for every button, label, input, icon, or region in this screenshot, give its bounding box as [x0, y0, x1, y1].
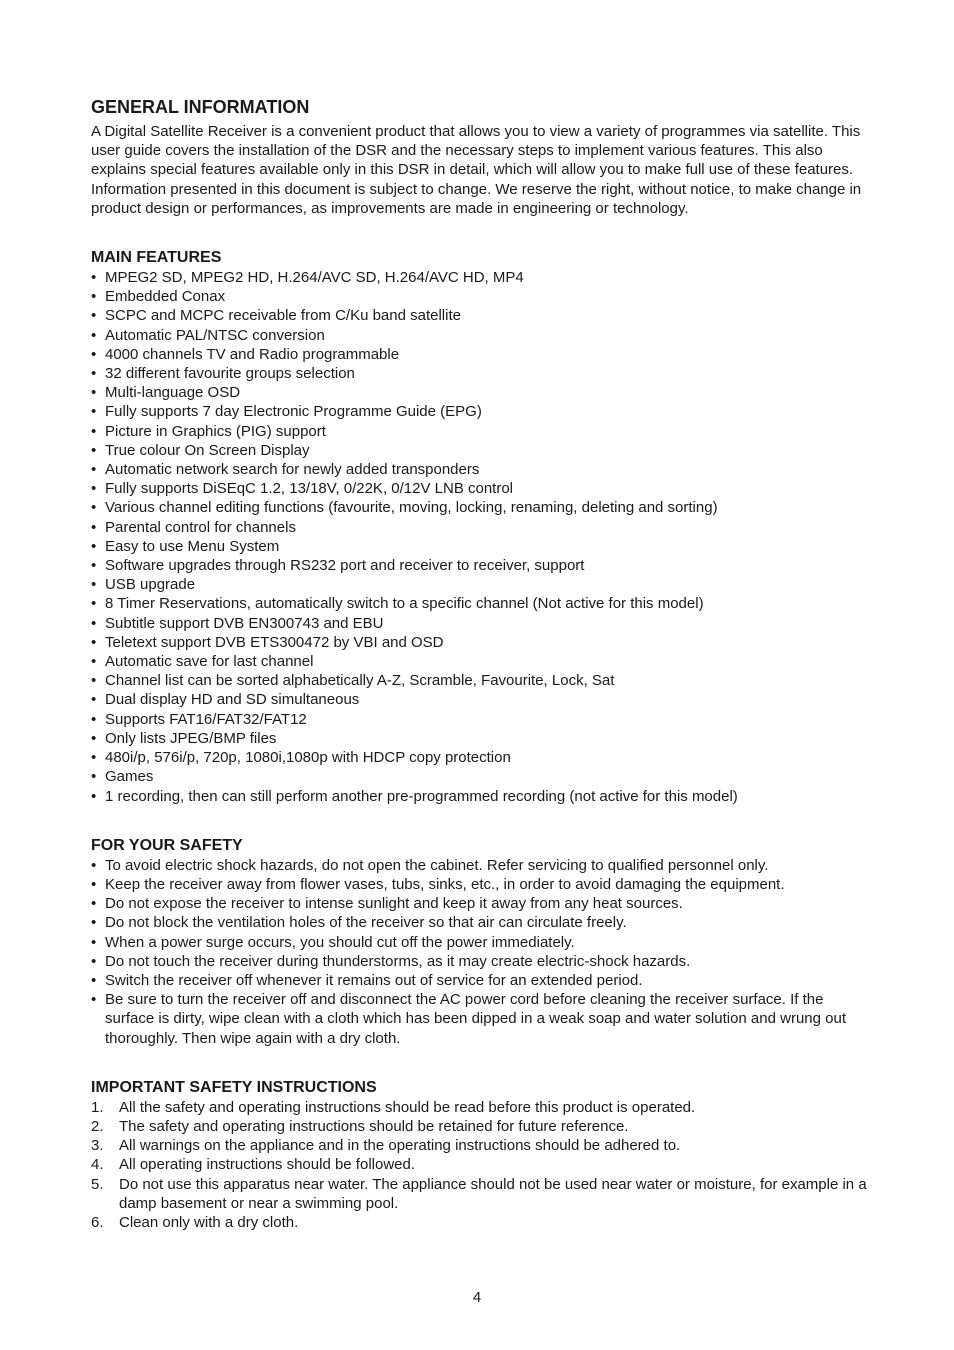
bullet-marker: •: [91, 422, 97, 440]
general-information-section: [91, 96, 871, 218]
safety-item: [91, 875, 871, 894]
feature-item-text: Automatic save for last channel: [105, 653, 314, 671]
safety-item: [91, 990, 871, 1048]
general-information-paragraph: A Digital Satellite Receiver is a convenient product that allows you to view a variety of programmes via satellite. This user guide covers the installation of the DSR and the necessary steps to implement various features. This also explains special features available only in this DSR in detail, which will allow you to make full use of these features. Information presented in this document is subject to change. We reserve the right, without notice, to make change in product design or performances, as improvements are made in engineering or technology.: [91, 123, 862, 217]
safety-item: [91, 971, 871, 990]
instruction-item: [91, 1175, 871, 1213]
bullet-marker: •: [91, 914, 97, 932]
safety-section: [91, 836, 871, 1048]
safety-instructions-section: [91, 1078, 871, 1232]
feature-item-text: 1 recording, then can still perform another pre-programmed recording (not active for this model): [105, 787, 738, 805]
instruction-number: 3.: [91, 1137, 104, 1155]
feature-item: [91, 729, 871, 748]
feature-item-text: 4000 channels TV and Radio programmable: [105, 345, 400, 363]
feature-item: [91, 326, 871, 345]
feature-item-text: True colour On Screen Display: [105, 441, 310, 459]
feature-item-text: 32 different favourite groups selection: [105, 365, 355, 383]
feature-item: [91, 518, 871, 537]
feature-item-text: Automatic PAL/NTSC conversion: [105, 326, 325, 344]
feature-item: [91, 306, 871, 325]
bullet-marker: •: [91, 768, 97, 786]
feature-item: [91, 383, 871, 402]
instruction-number: 6.: [91, 1213, 104, 1231]
feature-item: [91, 767, 871, 786]
instruction-number: 5.: [91, 1175, 104, 1193]
safety-item: [91, 894, 871, 913]
safety-item: [91, 856, 871, 875]
instruction-item: [91, 1136, 871, 1155]
bullet-marker: •: [91, 499, 97, 517]
feature-item-text: Dual display HD and SD simultaneous: [105, 691, 360, 709]
general-information-heading: GENERAL INFORMATION: [91, 97, 310, 117]
feature-item: [91, 575, 871, 594]
safety-item-text: Do not expose the receiver to intense sunlight and keep it away from any heat sources.: [105, 895, 683, 913]
bullet-marker: •: [91, 307, 97, 325]
instruction-text: All the safety and operating instructions should be read before this product is operated.: [119, 1098, 696, 1116]
feature-item: [91, 402, 871, 421]
instruction-number: 1.: [91, 1098, 104, 1116]
instruction-item: [91, 1117, 871, 1136]
bullet-marker: •: [91, 971, 97, 989]
feature-item-text: Supports FAT16/FAT32/FAT12: [105, 710, 307, 728]
bullet-marker: •: [91, 875, 97, 893]
feature-item: [91, 287, 871, 306]
instruction-text: All warnings on the appliance and in the operating instructions should be adhered to.: [119, 1137, 681, 1155]
feature-item-text: Easy to use Menu System: [105, 537, 280, 555]
bullet-marker: •: [91, 672, 97, 690]
feature-item-text: 480i/p, 576i/p, 720p, 1080i,1080p with HDCP copy protection: [105, 749, 511, 767]
feature-item: [91, 787, 871, 806]
instruction-text: Do not use this apparatus near water. The appliance should not be used near water or moisture, for example in a damp basement or near a swimming pool.: [119, 1175, 867, 1212]
safety-item: [91, 913, 871, 932]
bullet-marker: •: [91, 576, 97, 594]
feature-item: [91, 537, 871, 556]
main-features-section: [91, 248, 871, 806]
bullet-marker: •: [91, 288, 97, 306]
feature-item: [91, 441, 871, 460]
bullet-marker: •: [91, 365, 97, 383]
feature-item-text: Automatic network search for newly added transponders: [105, 461, 480, 479]
feature-item-text: Software upgrades through RS232 port and receiver to receiver, support: [105, 557, 585, 575]
feature-item-text: Games: [105, 768, 154, 786]
bullet-marker: •: [91, 441, 97, 459]
feature-item: [91, 460, 871, 479]
feature-item-text: Teletext support DVB ETS300472 by VBI and OSD: [105, 633, 444, 651]
safety-heading: FOR YOUR SAFETY: [91, 836, 243, 854]
bullet-marker: •: [91, 537, 97, 555]
feature-item: [91, 364, 871, 383]
bullet-marker: •: [91, 480, 97, 498]
bullet-marker: •: [91, 856, 97, 874]
bullet-marker: •: [91, 595, 97, 613]
instruction-text: All operating instructions should be followed.: [119, 1156, 416, 1174]
bullet-marker: •: [91, 345, 97, 363]
page-number: 4: [472, 1289, 482, 1306]
bullet-marker: •: [91, 403, 97, 421]
safety-item-text: To avoid electric shock hazards, do not open the cabinet. Refer servicing to qualified personnel only.: [105, 856, 769, 874]
instruction-number: 2.: [91, 1117, 104, 1135]
instruction-item: [91, 1098, 871, 1117]
feature-item: [91, 710, 871, 729]
safety-instructions-list: [91, 1098, 871, 1232]
feature-item: [91, 748, 871, 767]
feature-item: [91, 268, 871, 287]
feature-item-text: Picture in Graphics (PIG) support: [105, 422, 326, 440]
instruction-item: [91, 1155, 871, 1174]
bullet-marker: •: [91, 461, 97, 479]
feature-item-text: 8 Timer Reservations, automatically switch to a specific channel (Not active for this model): [105, 595, 704, 613]
bullet-marker: •: [91, 933, 97, 951]
bullet-marker: •: [91, 787, 97, 805]
feature-item: [91, 594, 871, 613]
bullet-marker: •: [91, 518, 97, 536]
feature-item-text: Embedded Conax: [105, 288, 226, 306]
bullet-marker: •: [91, 633, 97, 651]
instruction-text: Clean only with a dry cloth.: [119, 1213, 299, 1231]
safety-list: [91, 856, 871, 1048]
feature-item-text: Only lists JPEG/BMP files: [105, 729, 277, 747]
feature-item: [91, 671, 871, 690]
bullet-marker: •: [91, 653, 97, 671]
feature-item-text: Fully supports DiSEqC 1.2, 13/18V, 0/22K, 0/12V LNB control: [105, 480, 514, 498]
bullet-marker: •: [91, 991, 97, 1009]
feature-item-text: MPEG2 SD, MPEG2 HD, H.264/AVC SD, H.264/AVC HD, MP4: [105, 269, 524, 287]
safety-item-text: Do not touch the receiver during thunderstorms, as it may create electric-shock hazards.: [105, 952, 691, 970]
safety-item: [91, 933, 871, 952]
bullet-marker: •: [91, 384, 97, 402]
feature-item-text: Multi-language OSD: [105, 384, 241, 402]
feature-item: [91, 652, 871, 671]
safety-item: [91, 952, 871, 971]
main-features-list: [91, 268, 871, 806]
feature-item-text: Subtitle support DVB EN300743 and EBU: [105, 614, 384, 632]
safety-item-text: Do not block the ventilation holes of the receiver so that air can circulate freely.: [105, 914, 627, 932]
feature-item: [91, 422, 871, 441]
safety-item-text: Switch the receiver off whenever it remains out of service for an extended period.: [105, 971, 643, 989]
document-page: [91, 96, 871, 1232]
bullet-marker: •: [91, 710, 97, 728]
feature-item: [91, 498, 871, 517]
bullet-marker: •: [91, 691, 97, 709]
instruction-text: The safety and operating instructions should be retained for future reference.: [119, 1117, 629, 1135]
bullet-marker: •: [91, 749, 97, 767]
bullet-marker: •: [91, 326, 97, 344]
bullet-marker: •: [91, 557, 97, 575]
feature-item: [91, 690, 871, 709]
feature-item: [91, 479, 871, 498]
safety-item-text: Keep the receiver away from flower vases, tubs, sinks, etc., in order to avoid damaging the equipment.: [105, 875, 785, 893]
safety-item-text: Be sure to turn the receiver off and disconnect the AC power cord before cleaning the receiver surface. If the surface is dirty, wipe clean with a cloth which has been dipped in a weak soap and water solution and wrung out thoroughly. Then wipe again with a dry cloth.: [105, 991, 846, 1047]
feature-item: [91, 345, 871, 364]
instruction-number: 4.: [91, 1156, 104, 1174]
bullet-marker: •: [91, 614, 97, 632]
main-features-heading: MAIN FEATURES: [91, 249, 222, 267]
feature-item: [91, 556, 871, 575]
feature-item-text: Channel list can be sorted alphabetically A-Z, Scramble, Favourite, Lock, Sat: [105, 672, 615, 690]
feature-item-text: USB upgrade: [105, 576, 196, 594]
instruction-item: [91, 1213, 871, 1232]
safety-item-text: When a power surge occurs, you should cut off the power immediately.: [105, 933, 575, 951]
feature-item-text: SCPC and MCPC receivable from C/Ku band satellite: [105, 307, 461, 325]
feature-item-text: Various channel editing functions (favourite, moving, locking, renaming, deleting and sorting): [105, 499, 718, 517]
bullet-marker: •: [91, 895, 97, 913]
feature-item: [91, 614, 871, 633]
feature-item-text: Parental control for channels: [105, 518, 296, 536]
safety-instructions-heading: IMPORTANT SAFETY INSTRUCTIONS: [91, 1078, 377, 1096]
feature-item-text: Fully supports 7 day Electronic Programme Guide (EPG): [105, 403, 482, 421]
bullet-marker: •: [91, 269, 97, 287]
feature-item: [91, 633, 871, 652]
bullet-marker: •: [91, 952, 97, 970]
bullet-marker: •: [91, 729, 97, 747]
